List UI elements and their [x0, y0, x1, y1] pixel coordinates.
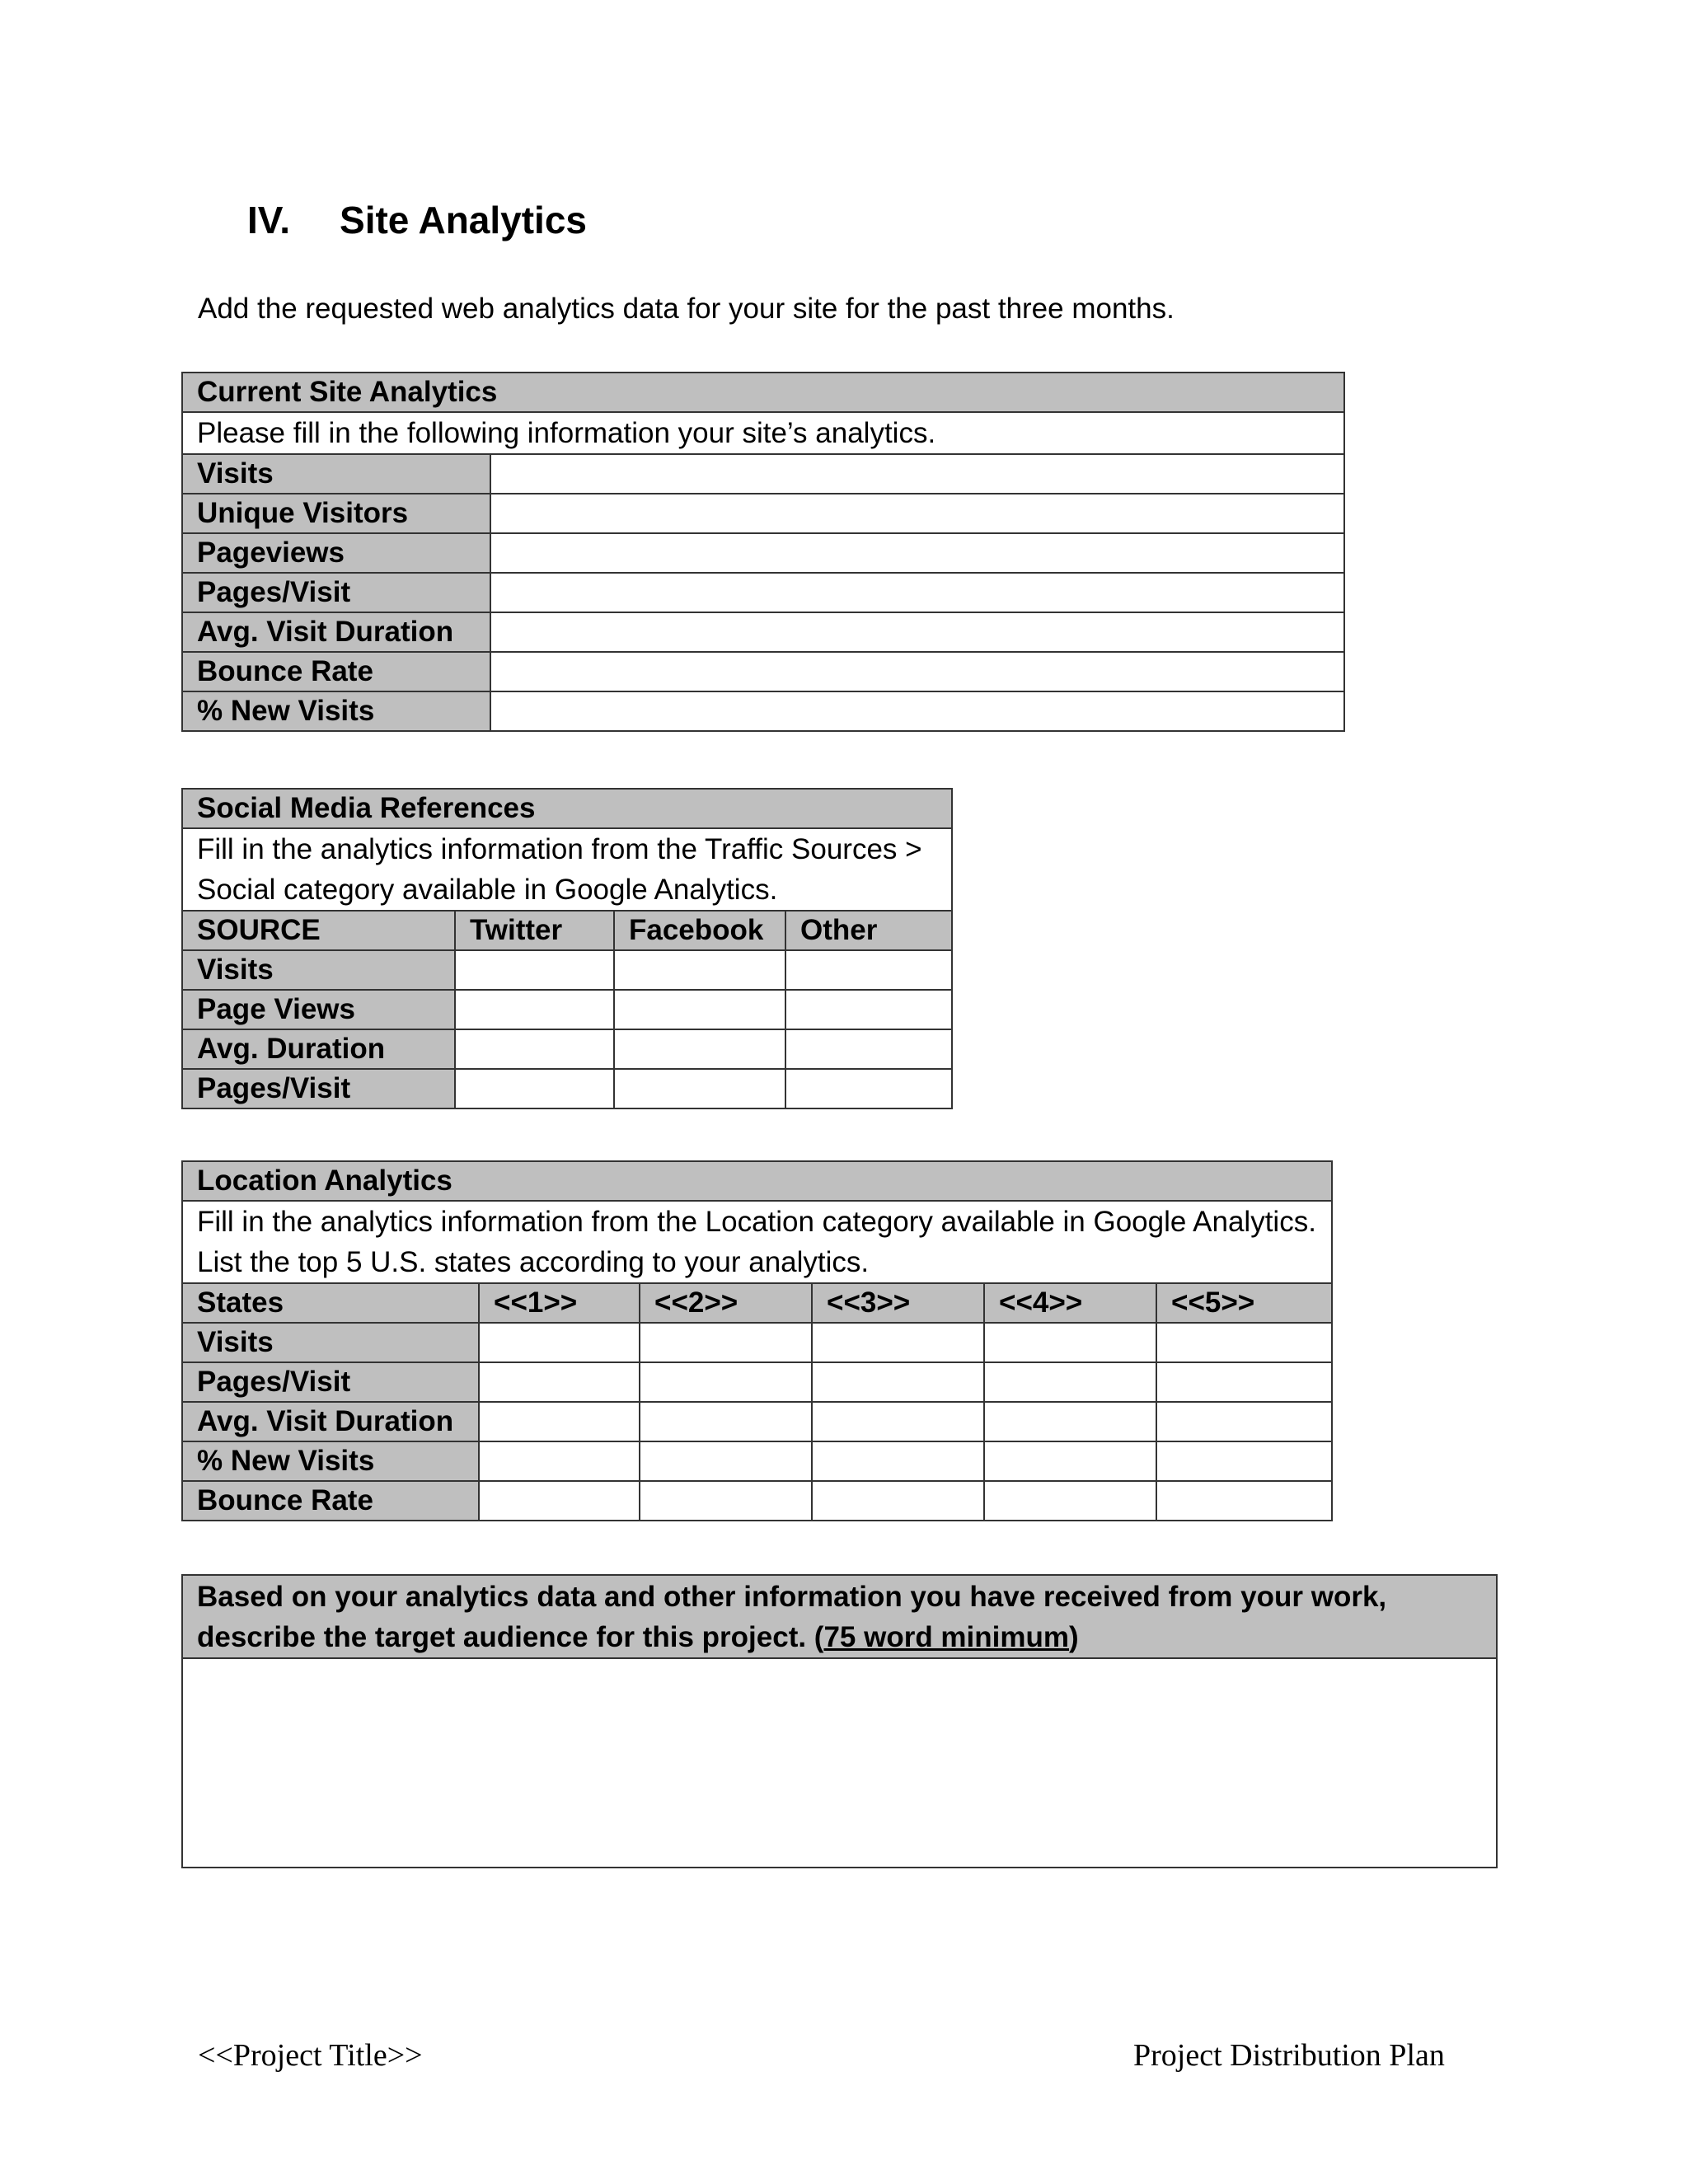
- row-label: % New Visits: [182, 1441, 479, 1481]
- section-number: IV.: [247, 199, 291, 241]
- table-title: Current Site Analytics: [182, 373, 1344, 412]
- row-label: Bounce Rate: [182, 652, 490, 691]
- section-intro: Add the requested web analytics data for your site for the past three months.: [198, 293, 1175, 325]
- row-label: Pages/Visit: [182, 573, 490, 612]
- input-cell[interactable]: [812, 1481, 984, 1521]
- input-cell[interactable]: [984, 1362, 1156, 1402]
- input-cell[interactable]: [1156, 1481, 1332, 1521]
- section-title: Site Analytics: [340, 199, 587, 241]
- table-title: Social Media References: [182, 789, 952, 828]
- input-cell[interactable]: [490, 494, 1344, 533]
- row-label: Avg. Visit Duration: [182, 612, 490, 652]
- input-cell[interactable]: [455, 950, 614, 990]
- input-cell[interactable]: [785, 990, 952, 1029]
- row-label: Unique Visitors: [182, 494, 490, 533]
- input-cell[interactable]: [490, 533, 1344, 573]
- input-cell[interactable]: [640, 1441, 812, 1481]
- row-label: Bounce Rate: [182, 1481, 479, 1521]
- column-header: Facebook: [614, 911, 785, 950]
- input-cell[interactable]: [640, 1402, 812, 1441]
- column-header: States: [182, 1283, 479, 1323]
- input-cell[interactable]: [984, 1402, 1156, 1441]
- section-heading: [247, 198, 587, 242]
- input-cell[interactable]: [479, 1323, 640, 1362]
- input-cell[interactable]: [1156, 1323, 1332, 1362]
- input-cell[interactable]: [614, 950, 785, 990]
- row-label: Page Views: [182, 990, 455, 1029]
- row-label: Visits: [182, 950, 455, 990]
- row-label: Pages/Visit: [182, 1362, 479, 1402]
- column-header: <<3>>: [812, 1283, 984, 1323]
- input-cell[interactable]: [479, 1402, 640, 1441]
- input-cell[interactable]: [490, 652, 1344, 691]
- word-minimum-requirement: 75 word minimum: [823, 1621, 1070, 1653]
- input-cell[interactable]: [455, 1029, 614, 1069]
- column-header: SOURCE: [182, 911, 455, 950]
- input-cell[interactable]: [640, 1362, 812, 1402]
- location-analytics-table: [181, 1160, 1333, 1521]
- table-title: Location Analytics: [182, 1161, 1332, 1201]
- column-header: <<1>>: [479, 1283, 640, 1323]
- row-label: % New Visits: [182, 691, 490, 731]
- footer-project-title: <<Project Title>>: [198, 2038, 423, 2073]
- row-label: Pages/Visit: [182, 1069, 455, 1108]
- row-label: Visits: [182, 1323, 479, 1362]
- column-header: <<4>>: [984, 1283, 1156, 1323]
- question-text: Based on your analytics data and other information you have received from your work, describe the target audience for this project. (: [197, 1581, 1387, 1653]
- input-cell[interactable]: [490, 454, 1344, 494]
- input-cell[interactable]: [812, 1441, 984, 1481]
- input-cell[interactable]: [490, 612, 1344, 652]
- audience-question: [182, 1575, 1497, 1658]
- input-cell[interactable]: [479, 1441, 640, 1481]
- social-media-table: [181, 788, 953, 1109]
- input-cell[interactable]: [614, 990, 785, 1029]
- current-site-analytics-table: [181, 372, 1345, 732]
- input-cell[interactable]: [1156, 1441, 1332, 1481]
- input-cell[interactable]: [479, 1481, 640, 1521]
- audience-answer-field[interactable]: [182, 1658, 1497, 1868]
- input-cell[interactable]: [785, 1069, 952, 1108]
- input-cell[interactable]: [812, 1323, 984, 1362]
- input-cell[interactable]: [812, 1362, 984, 1402]
- input-cell[interactable]: [984, 1441, 1156, 1481]
- input-cell[interactable]: [614, 1029, 785, 1069]
- input-cell[interactable]: [455, 1069, 614, 1108]
- input-cell[interactable]: [490, 691, 1344, 731]
- row-label: Avg. Duration: [182, 1029, 455, 1069]
- row-label: Pageviews: [182, 533, 490, 573]
- column-header: Other: [785, 911, 952, 950]
- input-cell[interactable]: [1156, 1402, 1332, 1441]
- table-description: Please fill in the following information your site’s analytics.: [182, 412, 1344, 454]
- input-cell[interactable]: [785, 1029, 952, 1069]
- input-cell[interactable]: [984, 1481, 1156, 1521]
- column-header: <<5>>: [1156, 1283, 1332, 1323]
- table-description: Fill in the analytics information from the Traffic Sources > Social category available in Google Analytics.: [182, 828, 952, 911]
- input-cell[interactable]: [1156, 1362, 1332, 1402]
- input-cell[interactable]: [640, 1481, 812, 1521]
- input-cell[interactable]: [812, 1402, 984, 1441]
- row-label: Avg. Visit Duration: [182, 1402, 479, 1441]
- input-cell[interactable]: [614, 1069, 785, 1108]
- input-cell[interactable]: [640, 1323, 812, 1362]
- table-description: Fill in the analytics information from the Location category available in Google Analytics. List the top 5 U.S. states according to your analytics.: [182, 1201, 1332, 1283]
- input-cell[interactable]: [455, 990, 614, 1029]
- column-header: Twitter: [455, 911, 614, 950]
- row-label: Visits: [182, 454, 490, 494]
- input-cell[interactable]: [479, 1362, 640, 1402]
- question-close: ): [1069, 1621, 1079, 1653]
- input-cell[interactable]: [785, 950, 952, 990]
- column-header: <<2>>: [640, 1283, 812, 1323]
- target-audience-table: [181, 1574, 1498, 1868]
- footer-document-name: Project Distribution Plan: [1133, 2038, 1445, 2073]
- input-cell[interactable]: [490, 573, 1344, 612]
- input-cell[interactable]: [984, 1323, 1156, 1362]
